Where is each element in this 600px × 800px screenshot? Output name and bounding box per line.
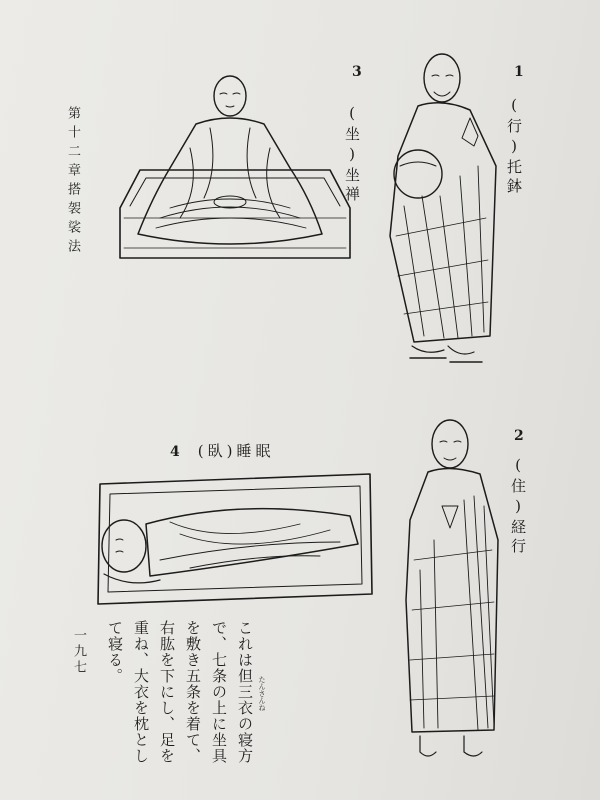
furigana: たんさんね: [258, 676, 266, 711]
body-line: で、七条の上に坐具: [210, 620, 228, 764]
standing-monk-illustration: [394, 410, 514, 770]
body-text: [102, 620, 258, 780]
body-line: て寝る。: [106, 620, 124, 684]
alms-monk-illustration: [374, 46, 514, 376]
body-line: 重ね、大衣を枕とし: [132, 620, 150, 764]
figure-2-number: 2: [514, 428, 524, 444]
figure-1-number: 1: [514, 64, 524, 80]
body-line: 右肱を下にし、足を: [158, 620, 176, 764]
figure-4-caption: (臥)睡眠: [197, 442, 275, 460]
figure-2-caption: (住)経行: [509, 456, 527, 557]
figure-3-number: 3: [352, 64, 362, 80]
figure-4-number: 4: [170, 444, 184, 460]
figure-3-caption: (坐)坐禅: [343, 104, 361, 205]
seated-monk-illustration: [100, 58, 360, 288]
body-line: これは但三衣の寝方: [236, 620, 254, 764]
page-number: 一九七: [71, 628, 86, 676]
figure-4-caption-row: [170, 440, 274, 461]
figure-1-caption: (行)托鉢: [505, 96, 523, 197]
chapter-title: 第十二章搭袈裟法: [65, 106, 80, 258]
body-line: を敷き五条を着て、: [184, 620, 202, 764]
reclining-monk-illustration: [90, 464, 380, 614]
